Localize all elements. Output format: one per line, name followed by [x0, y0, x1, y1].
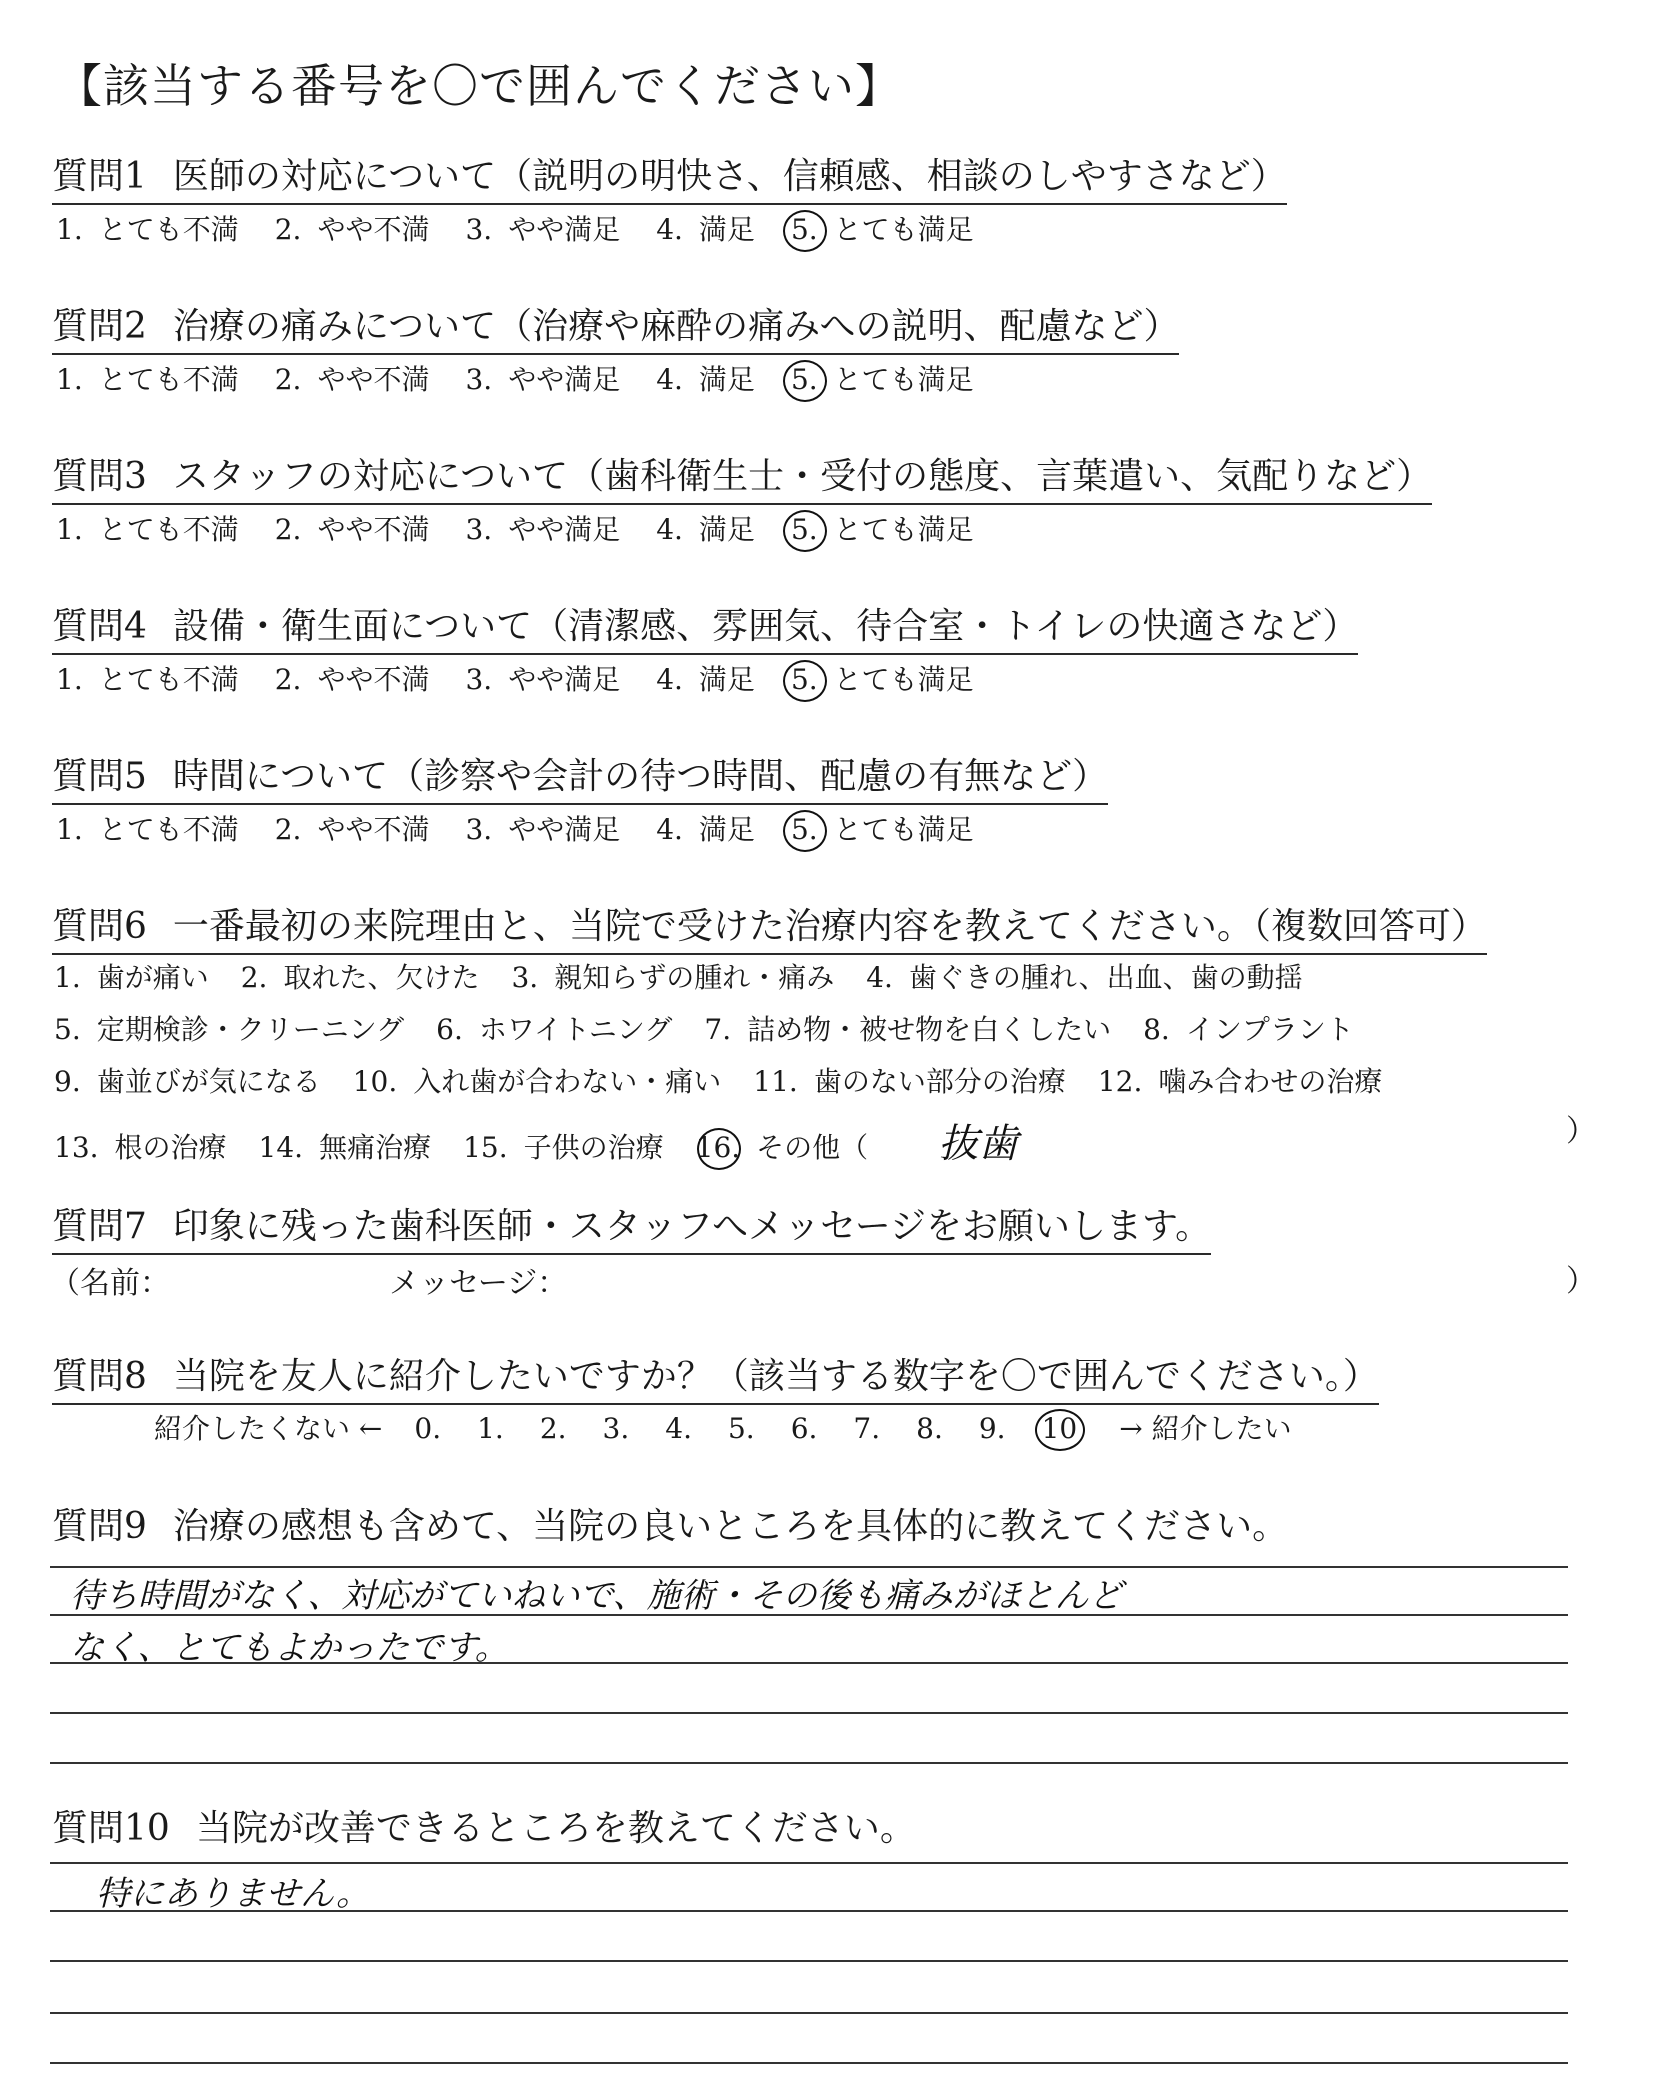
question-5-title — [52, 748, 1108, 805]
question-4-title — [52, 598, 1358, 655]
question-number: 質問5 — [52, 756, 147, 797]
answer-rule — [50, 2012, 1568, 2014]
recommend-scale — [154, 1407, 1292, 1447]
option-label: インプラント — [1185, 1013, 1354, 1046]
question-10-title — [52, 1800, 916, 1855]
option-1[interactable] — [54, 508, 273, 548]
option-number: 5. — [54, 1013, 81, 1046]
option-number: 7. — [704, 1013, 732, 1046]
answer-rule — [50, 1762, 1568, 1764]
question-3-options — [54, 508, 1008, 548]
question-text: 当院を友人に紹介したいですか？（該当する数字を〇で囲んでください。） — [172, 1356, 1379, 1397]
option-number: 2. — [274, 813, 302, 846]
scale-7[interactable]: 7. — [853, 1412, 881, 1445]
question-2-options — [54, 358, 1008, 398]
selection-circle: 5. — [790, 663, 818, 696]
message-label: メッセージ： — [389, 1266, 568, 1301]
option-5-selected[interactable] — [789, 208, 1008, 248]
scale-2[interactable]: 2. — [539, 1412, 567, 1445]
option-label: 歯のない部分の治療 — [813, 1065, 1066, 1098]
question-text: スタッフの対応について（歯科衛生士・受付の態度、言葉遣い、気配りなど） — [172, 456, 1433, 497]
scale-5[interactable]: 5. — [727, 1412, 755, 1445]
option-number: 12. — [1097, 1065, 1143, 1098]
option-number: 4. — [866, 961, 893, 994]
option-label: 取れた、欠けた — [283, 961, 480, 994]
option-5-selected[interactable] — [789, 358, 1008, 398]
option-label: 子供の治療 — [523, 1131, 664, 1164]
option-label: やや満足 — [508, 663, 621, 696]
question-8-title — [52, 1348, 1379, 1405]
question-6-options-row-2 — [52, 1008, 1384, 1048]
option-6[interactable] — [434, 1008, 702, 1048]
option-number: 3. — [511, 961, 539, 994]
question-text: 印象に残った歯科医師・スタッフへメッセージをお願いします。 — [172, 1206, 1212, 1247]
question-text: 設備・衛生面について（清潔感、雰囲気、待合室・トイレの快適さなど） — [172, 606, 1359, 647]
option-label: 根の治療 — [114, 1131, 227, 1164]
option-5[interactable] — [52, 1008, 434, 1048]
option-label: とても満足 — [833, 513, 974, 546]
option-1[interactable] — [54, 208, 273, 248]
scale-8[interactable]: 8. — [916, 1412, 943, 1445]
option-2[interactable] — [273, 358, 464, 398]
option-5-selected[interactable] — [789, 658, 1008, 698]
option-number: 2. — [274, 363, 302, 396]
option-label: とても不満 — [98, 363, 239, 396]
option-4[interactable] — [654, 808, 789, 848]
selection-circle: 5. — [790, 813, 818, 846]
option-label: 無痛治療 — [319, 1131, 432, 1164]
option-3[interactable] — [463, 508, 654, 548]
question-number: 質問8 — [52, 1356, 147, 1397]
option-label: 歯並びが気になる — [96, 1065, 321, 1098]
option-label: とても満足 — [833, 363, 974, 396]
question-text: 治療の感想も含めて、当院の良いところを具体的に教えてください。 — [172, 1506, 1289, 1547]
option-number: 8. — [1143, 1013, 1170, 1046]
option-label: やや不満 — [317, 663, 430, 696]
option-2[interactable] — [273, 508, 464, 548]
question-text: 当院が改善できるところを教えてください。 — [195, 1808, 916, 1849]
option-3[interactable] — [463, 358, 654, 398]
option-label: 噛み合わせの治療 — [1158, 1065, 1383, 1098]
question-1-title — [52, 148, 1287, 205]
option-number: 1. — [56, 663, 83, 696]
option-number: 4. — [656, 513, 683, 546]
option-13[interactable] — [52, 1126, 257, 1166]
option-label: 満足 — [698, 363, 755, 396]
question-4-options — [54, 658, 1008, 698]
option-1[interactable] — [52, 956, 239, 996]
option-label: 満足 — [698, 513, 755, 546]
option-number: 3. — [465, 663, 493, 696]
option-label: 詰め物・被せ物を白くしたい — [747, 1013, 1112, 1046]
option-8[interactable] — [1141, 1008, 1384, 1048]
question-1-options — [54, 208, 1008, 248]
question-number: 質問9 — [52, 1506, 147, 1547]
option-number: 2. — [274, 663, 302, 696]
option-12[interactable] — [1096, 1060, 1413, 1100]
option-5-selected[interactable] — [789, 808, 1008, 848]
option-number: 1. — [56, 513, 83, 546]
option-number: 2. — [274, 513, 302, 546]
option-label: 歯ぐきの腫れ、出血、歯の動揺 — [908, 961, 1303, 994]
scale-4[interactable]: 4. — [665, 1412, 692, 1445]
option-number: 1. — [56, 813, 83, 846]
option-number: 11. — [753, 1065, 798, 1098]
option-number: 14. — [258, 1131, 304, 1164]
option-label: 満足 — [698, 813, 755, 846]
name-label: （名前： — [50, 1266, 170, 1301]
option-label: 満足 — [698, 213, 755, 246]
question-text: 医師の対応について（説明の明快さ、信頼感、相談のしやすさなど） — [172, 156, 1287, 197]
option-label: とても満足 — [833, 813, 974, 846]
option-label: やや不満 — [317, 813, 430, 846]
question-number: 質問7 — [52, 1206, 147, 1247]
option-label: やや不満 — [317, 213, 430, 246]
option-number: 9. — [54, 1065, 81, 1098]
option-label: 入れ歯が合わない・痛い — [413, 1065, 722, 1098]
answer-rule — [50, 1712, 1568, 1714]
scale-left-label: 紹介したくない ← — [154, 1412, 383, 1445]
option-11[interactable] — [751, 1060, 1096, 1100]
scale-3[interactable]: 3. — [602, 1412, 630, 1445]
message-close-paren: ） — [1566, 1264, 1596, 1299]
option-number: 10. — [352, 1065, 398, 1098]
question-3-title — [52, 448, 1432, 505]
option-number: 2. — [240, 961, 268, 994]
selection-circle: 5. — [790, 213, 818, 246]
question-number: 質問10 — [52, 1808, 170, 1849]
option-4[interactable] — [864, 956, 1332, 996]
option-label: とても不満 — [98, 213, 239, 246]
question-6-options-row-1 — [52, 956, 1333, 996]
option-number: 4. — [656, 213, 683, 246]
option-label: やや満足 — [508, 513, 621, 546]
question-9-title — [52, 1498, 1288, 1553]
page-title: 【該当する番号を〇で囲んでください】 — [56, 59, 902, 113]
option-number: 3. — [465, 513, 493, 546]
question-7-title — [52, 1198, 1211, 1255]
option-number: 13. — [54, 1131, 99, 1164]
option-4[interactable] — [654, 358, 789, 398]
answer-rule — [50, 1960, 1568, 1962]
option-9[interactable] — [52, 1060, 351, 1100]
option-label: 歯が痛い — [96, 961, 209, 994]
option-3[interactable] — [463, 808, 654, 848]
option-number: 3. — [465, 813, 493, 846]
option-3[interactable] — [463, 658, 654, 698]
option-number: 4. — [656, 663, 683, 696]
option-number: 3. — [465, 363, 493, 396]
option-1[interactable] — [54, 808, 273, 848]
other-close-paren: ） — [1566, 1114, 1596, 1149]
question-number: 質問1 — [52, 156, 147, 197]
question-number: 質問2 — [52, 306, 147, 347]
selection-circle: 5. — [790, 513, 818, 546]
question-text: 時間について（診察や会計の待つ時間、配慮の有無など） — [172, 756, 1109, 797]
scale-1[interactable]: 1. — [477, 1412, 504, 1445]
question-number: 質問3 — [52, 456, 147, 497]
q10-answer-line-1: 特にありません。 — [96, 1874, 371, 1914]
question-7-fields — [50, 1258, 567, 1302]
question-text: 治療の痛みについて（治療や麻酔の痛みへの説明、配慮など） — [172, 306, 1180, 347]
option-10[interactable] — [351, 1060, 752, 1100]
option-label: とても満足 — [833, 663, 974, 696]
option-2[interactable] — [239, 956, 510, 996]
option-3[interactable] — [509, 956, 864, 996]
option-label: とても不満 — [98, 663, 239, 696]
option-label: やや満足 — [508, 213, 621, 246]
option-2[interactable] — [273, 658, 464, 698]
question-5-options — [54, 808, 1008, 848]
option-1[interactable] — [54, 358, 273, 398]
answer-rule — [50, 1862, 1568, 1864]
option-label: 親知らずの腫れ・痛み — [554, 961, 835, 994]
selection-circle: 5. — [790, 363, 818, 396]
other-answer-handwritten: 抜歯 — [938, 1121, 1019, 1167]
option-label: 満足 — [698, 663, 755, 696]
option-label: やや満足 — [508, 363, 621, 396]
option-number: 1. — [54, 961, 81, 994]
option-1[interactable] — [54, 658, 273, 698]
question-number: 質問6 — [52, 906, 147, 947]
option-label: 定期検診・クリーニング — [96, 1013, 405, 1046]
option-label: やや不満 — [317, 363, 430, 396]
option-number: 1. — [56, 363, 83, 396]
option-number: 2. — [274, 213, 302, 246]
option-label: とても不満 — [98, 513, 239, 546]
question-6-title — [52, 898, 1487, 955]
option-label: とても不満 — [98, 813, 239, 846]
option-2[interactable] — [273, 208, 464, 248]
scale-right-label: → 紹介したい — [1119, 1412, 1292, 1445]
option-2[interactable] — [273, 808, 464, 848]
q9-answer-line-1: 待ち時間がなく、対応がていねいで、施術・その後も痛みがほとんど — [70, 1576, 1123, 1616]
option-14[interactable] — [257, 1126, 462, 1166]
question-2-title — [52, 298, 1179, 355]
option-label: その他（ — [756, 1131, 869, 1164]
scale-6[interactable]: 6. — [790, 1412, 818, 1445]
option-number: 4. — [656, 813, 683, 846]
scale-0[interactable]: 0. — [414, 1412, 442, 1445]
option-4[interactable] — [654, 508, 789, 548]
question-6-options-row-4 — [52, 1112, 1018, 1169]
option-3[interactable] — [463, 208, 654, 248]
answer-rule — [50, 2062, 1568, 2064]
q9-answer-line-2: なく、とてもよかったです。 — [70, 1628, 509, 1668]
option-label: とても満足 — [833, 213, 974, 246]
scale-10-selected[interactable]: 10 — [1041, 1412, 1078, 1445]
option-15[interactable] — [461, 1126, 694, 1166]
option-label: やや満足 — [508, 813, 621, 846]
option-number: 4. — [656, 363, 683, 396]
option-7[interactable] — [702, 1008, 1141, 1048]
question-number: 質問4 — [52, 606, 147, 647]
option-label: やや不満 — [317, 513, 430, 546]
option-label: ホワイトニング — [478, 1013, 673, 1046]
option-16-selected[interactable] — [694, 1126, 899, 1166]
question-text: 一番最初の来院理由と、当院で受けた治療内容を教えてください。（複数回答可） — [172, 906, 1487, 947]
option-number: 15. — [463, 1131, 508, 1164]
option-number: 1. — [56, 213, 83, 246]
option-number: 3. — [465, 213, 493, 246]
option-5-selected[interactable] — [789, 508, 1008, 548]
option-number: 6. — [436, 1013, 463, 1046]
scale-9[interactable]: 9. — [978, 1412, 1006, 1445]
selection-circle: 16. — [695, 1131, 741, 1164]
option-4[interactable] — [654, 208, 789, 248]
option-4[interactable] — [654, 658, 789, 698]
question-6-options-row-3 — [52, 1060, 1412, 1100]
